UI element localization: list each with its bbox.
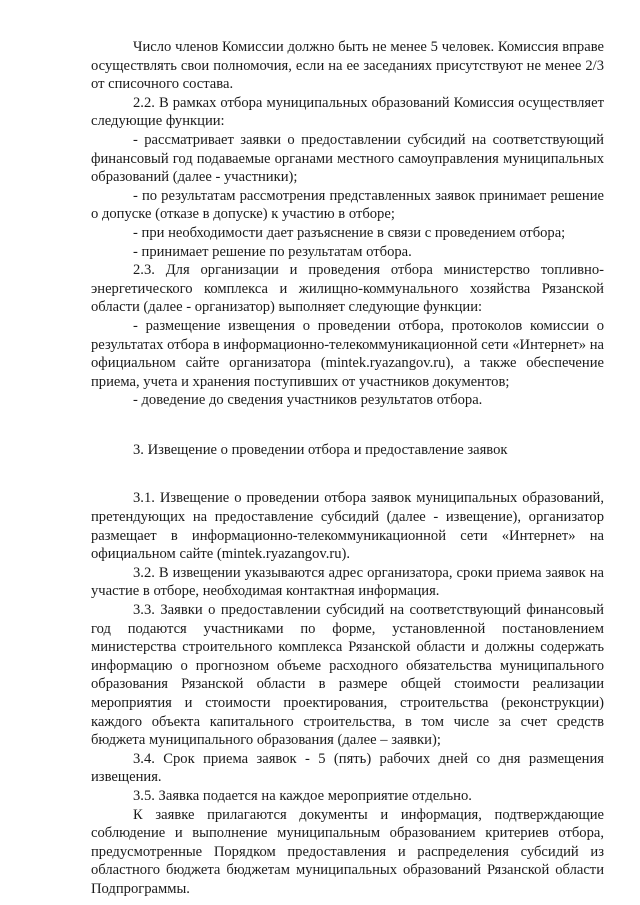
paragraph-2-3: 2.3. Для организации и проведения отбора министерство топливно-энергетического комплекса и жилищно-коммунального хозяйства Рязанской области (далее - организатор) выполняет следующие функции:	[91, 262, 604, 316]
paragraph-attachments: К заявке прилагаются документы и информация, подтверждающие соблюдение и выполнение муниципальным образованием критериев отбора, предусмотренные Порядком предоставления и распределения субсидий из областного бюджета бюджетам муниципальных образований Рязанской области Подпрограммы.	[91, 806, 604, 897]
list-item-clarification: - при необходимости дает разъяснение в связи с проведением отбора;	[133, 224, 566, 241]
paragraph-2-2: 2.2. В рамках отбора муниципальных образований Комиссия осуществляет следующие функции:	[91, 94, 604, 130]
list-item-admission-decision: - по результатам рассмотрения представленных заявок принимает решение о допуске (отказе в допуске) к участию в отборе;	[91, 187, 604, 223]
list-item-review-applications: - рассматривает заявки о предоставлении субсидий на соответствующий финансовый год подаваемые органами местного самоуправления муниципальных образований (далее - участники);	[91, 131, 604, 186]
paragraph-commission-size: Число членов Комиссии должно быть не менее 5 человек. Комиссия вправе осуществлять свои полномочия, если на ее заседаниях присутствуют не менее 2/3 от списочного состава.	[91, 39, 604, 93]
paragraph-3-3: 3.3. Заявки о предоставлении субсидий на соответствующий финансовый год подаются участниками по форме, установленной постановлением министерства строительного комплекса Рязанской области и должны содержать информацию о прогнозном объеме расходного обязательства муниципального образования Рязанской области в размере общей стоимости реализации мероприятия и стоимости проектирования, строительства (реконструкции) каждого объекта капитального строительства, в том числе за счет средств бюджета муниципального образования (далее – заявки);	[91, 602, 604, 749]
paragraph-3-2: 3.2. В извещении указываются адрес организатора, сроки приема заявок на участие в отборе, необходимая контактная информация.	[91, 564, 604, 600]
section-heading: 3. Извещение о проведении отбора и предоставление заявок	[133, 441, 508, 458]
list-item-notify-participants: - доведение до сведения участников результатов отбора.	[133, 392, 483, 409]
paragraph-3-5: 3.5. Заявка подается на каждое мероприятие отдельно.	[133, 787, 472, 804]
paragraph-3-4: 3.4. Срок приема заявок - 5 (пять) рабочих дней со дня размещения извещения.	[91, 750, 604, 786]
paragraph-3-1: 3.1. Извещение о проведении отбора заявок муниципальных образований, претендующих на предоставление субсидий (далее - извещение), организатор размещает в информационно-телекоммуникационной сети «Интернет» на официальном сайте (mintek.ryazangov.ru).	[91, 490, 604, 563]
list-item-publication: - размещение извещения о проведении отбора, протоколов комиссии о результатах отбора в информационно-телекоммуникационной сети «Интернет» на официальном сайте организатора (mintek.ryazangov.ru), а также обеспечение приема, учета и хранения поступивших от участников документов;	[91, 317, 604, 390]
list-item-results-decision: - принимает решение по результатам отбора.	[133, 243, 412, 260]
